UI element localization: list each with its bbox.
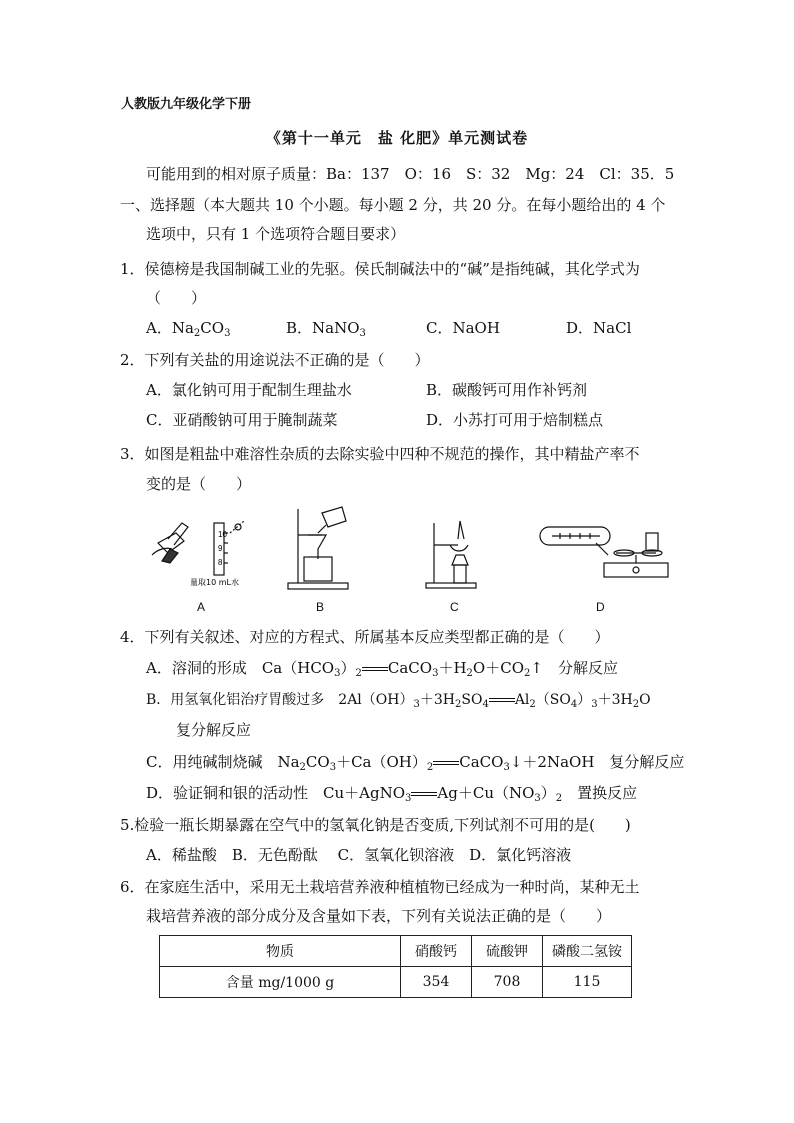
equals-sign (362, 664, 388, 674)
table-cell: 354 (401, 967, 472, 998)
q2-option-d: D．小苏打可用于焙制糕点 (426, 411, 604, 429)
table-cell: 708 (472, 967, 543, 998)
question-3-stem-cont: 变的是（ ） (146, 475, 252, 493)
question-1-blank: （ ） (146, 289, 207, 307)
table-row (160, 967, 632, 998)
q1-option-d: D．NaCl (566, 319, 632, 337)
q4-option-c: C．用纯碱制烧碱 $Na_2CO_3+Ca(OH)_2$ CaCO$_3$↓＋2NaOH 复分解反应 (146, 753, 685, 773)
q1-option-c: C．NaOH (426, 319, 500, 337)
scale-9-label: 9 (218, 544, 223, 553)
q2-option-a: A．氯化钠可用于配制生理盐水 (146, 381, 352, 399)
table-cell: 115 (543, 967, 632, 998)
scale-8-label: 8 (218, 558, 223, 567)
q1-option-a: A．$Na_2CO_3$ (146, 319, 231, 339)
table-header-cell: 磷酸二氢铵 (543, 936, 632, 967)
q4-option-d: D．验证铜和银的活动性 Cu＋AgNO$_3$ $Ag+Cu(NO_3)_2$ 置换反应 (146, 784, 638, 804)
question-3-stem: 3．如图是粗盐中难溶性杂质的去除实验中四种不规范的操作，其中精盐产率不 (120, 445, 640, 463)
question-4-stem: 4．下列有关叙述、对应的方程式、所属基本反应类型都正确的是（ ） (120, 628, 610, 646)
section-1-heading: 一、选择题（本大题共 10 个小题。每小题 2 分，共 20 分。在每小题给出的 4 个 (120, 196, 666, 214)
figure-label-c: C (450, 600, 459, 614)
q1-option-b: B．NaNO$_3$ (286, 319, 366, 339)
scale-10-label: 10 (218, 530, 227, 539)
equals-sign (411, 789, 437, 799)
question-1-stem: 1．侯德榜是我国制碱工业的先驱。侯氏制碱法中的“碱”是指纯碱，其化学式为 (120, 260, 640, 278)
table-header-cell: 硝酸钙 (401, 936, 472, 967)
table-header-cell: 硫酸钾 (472, 936, 543, 967)
figure-label-b: B (316, 600, 325, 614)
atomic-masses: 可能用到的相对原子质量：Ba：137 O：16 S：32 Mg：24 Cl：35．5 (146, 165, 675, 183)
equals-sign (489, 695, 515, 705)
table-header-row (160, 936, 632, 967)
table-header-cell: 物质 (160, 936, 401, 967)
figure-c-evaporation (422, 503, 502, 593)
apparatus-figures (140, 503, 680, 615)
q2-option-c: C．亚硝酸钠可用于腌制蔬菜 (146, 411, 338, 429)
nutrient-table (159, 935, 632, 998)
equals-sign (433, 758, 459, 768)
q4-option-b-type: 复分解反应 (176, 721, 252, 739)
question-2-stem: 2．下列有关盐的用途说法不正确的是（ ） (120, 351, 430, 369)
exam-title: 《第十一单元 盐 化肥》单元测试卷 (265, 129, 529, 147)
question-6-stem: 6．在家庭生活中，采用无土栽培营养液种植植物已经成为一种时尚，某种无土 (120, 878, 640, 896)
figure-d-balance (536, 503, 676, 593)
figure-label-d: D (596, 600, 605, 614)
q5-options: A．稀盐酸 B．无色酚酞 C．氢氧化钡溶液 D．氯化钙溶液 (146, 846, 572, 864)
q2-option-b: B．碳酸钙可用作补钙剂 (426, 381, 588, 399)
table-cell: 含量 mg/1000 g (160, 967, 401, 998)
figure-b-filtration (280, 503, 360, 593)
figure-a-measuring-cylinder (148, 503, 248, 593)
question-6-stem-cont: 栽培营养液的部分成分及含量如下表，下列有关说法正确的是（ ） (146, 907, 612, 925)
subject-header: 人教版九年级化学下册 (121, 97, 252, 112)
section-1-heading-cont: 选项中，只有 1 个选项符合题目要求） (146, 225, 406, 243)
question-5-stem: 5.检验一瓶长期暴露在空气中的氢氧化钠是否变质,下列试剂不可用的是( ) (120, 816, 631, 834)
figure-label-a: A (197, 600, 206, 614)
q4-option-b: B．用氢氧化铝治疗胃酸过多 $2Al(OH)_3+3H_2SO_4$ $Al_2(SO_4)_3+3H_2O$ (146, 692, 651, 710)
q4-option-a: A．溶洞的形成 $Ca(HCO_3)_2$ $CaCO_3+H_2O+CO_2↑$ 分解反应 (146, 659, 618, 679)
figure-a-caption: 量取10 mL水 (190, 578, 239, 587)
